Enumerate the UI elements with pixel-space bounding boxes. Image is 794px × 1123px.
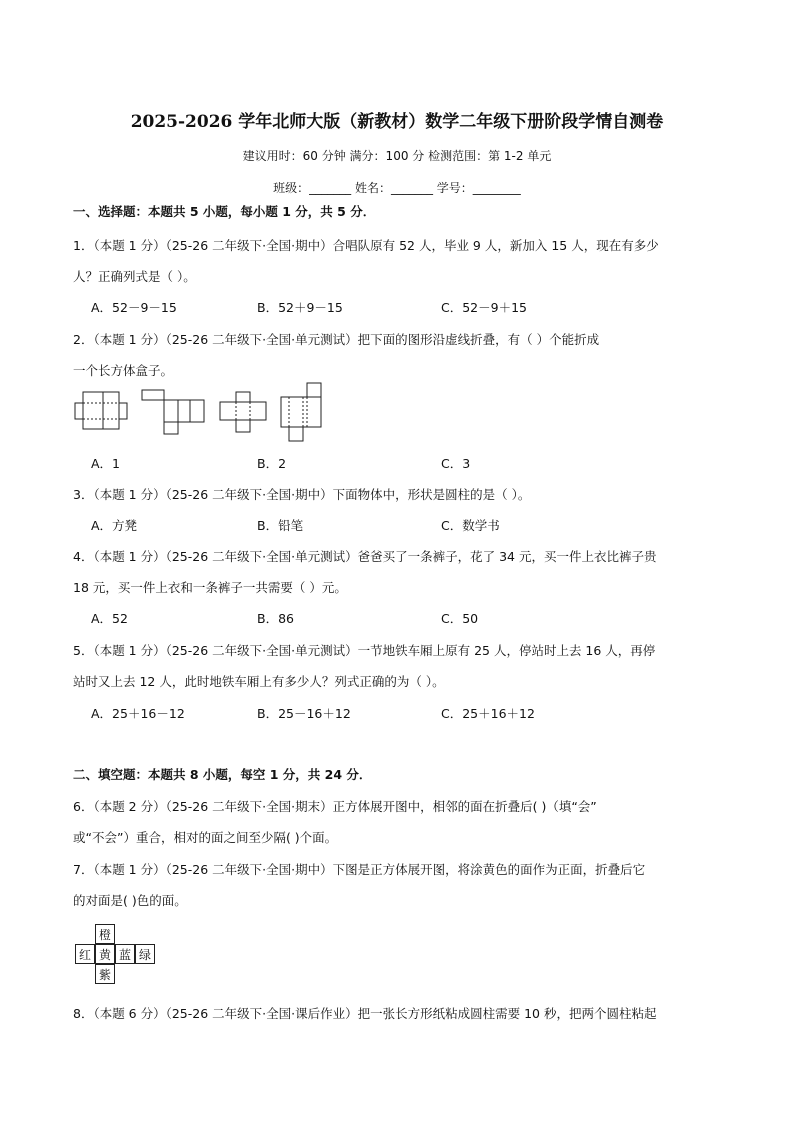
student-info: 班级：_______ 姓名：_______ 学号：________	[273, 181, 521, 195]
question-3-option-a: A．方凳	[91, 518, 138, 533]
question-5-option-c: C．25＋16＋12	[441, 706, 535, 721]
question-2-option-a: A．1	[91, 456, 121, 471]
exam-subtitle: 建议用时：60 分钟 满分：100 分 检测范围：第 1-2 单元	[242, 149, 552, 163]
box-net-figure-4	[281, 383, 325, 443]
question-3-line-1: 3．（本题 1 分）（25-26 二年级下·全国·期中）下面物体中，形状是圆柱的是（ ）。	[73, 487, 531, 502]
section-heading-choice: 一、选择题：本题共 5 小题，每小题 1 分，共 5 分．	[73, 204, 376, 219]
question-1-line-1: 1．（本题 1 分）（25-26 二年级下·全国·期中）合唱队原有 52 人，毕业 9 人，新加入 15 人，现在有多少	[73, 238, 659, 253]
question-5-option-b: B．25－16＋12	[257, 706, 351, 721]
question-1-option-a: A．52－9－15	[91, 300, 177, 315]
question-8-line-1: 8．（本题 6 分）（25-26 二年级下·全国·课后作业）把一张长方形纸粘成圆柱需要 10 秒，把两个圆柱粘起	[73, 1006, 657, 1021]
question-4-line-2: 18 元，买一件上衣和一条裤子一共需要（ ）元。	[73, 580, 347, 595]
question-5-line-2: 站时又上去 12 人，此时地铁车厢上有多少人？列式正确的为（ ）。	[73, 674, 445, 689]
question-1-option-b: B．52＋9－15	[257, 300, 343, 315]
question-4-option-b: B．86	[257, 611, 294, 626]
question-7-line-2: 的对面是( )色的面。	[73, 893, 187, 908]
section-heading-fill: 二、填空题：本题共 8 小题，每空 1 分，共 24 分．	[73, 767, 372, 782]
net-cell-bottom: 紫	[95, 964, 115, 984]
page-title: 2025-2026 学年北师大版（新教材）数学二年级下册阶段学情自测卷	[130, 112, 664, 132]
net-cell-right-2: 绿	[135, 944, 155, 964]
question-6-line-1: 6．（本题 2 分）（25-26 二年级下·全国·期末）正方体展开图中，相邻的面在折叠后( )（填“会”	[73, 799, 597, 814]
question-6-line-2: 或“不会”）重合，相对的面之间至少隔( )个面。	[73, 830, 338, 845]
question-2-line-1: 2．（本题 1 分）（25-26 二年级下·全国·单元测试）把下面的图形沿虚线折叠，有（ ）个能折成	[73, 332, 600, 347]
box-net-figure-3	[220, 392, 268, 436]
box-net-figure-1	[75, 392, 129, 430]
question-4-line-1: 4．（本题 1 分）（25-26 二年级下·全国·单元测试）爸爸买了一条裤子，花了 34 元，买一件上衣比裤子贵	[73, 549, 657, 564]
net-cell-center: 黄	[95, 944, 115, 964]
question-4-option-c: C．50	[441, 611, 479, 626]
question-1-option-c: C．52－9＋15	[441, 300, 527, 315]
question-2-option-c: C．3	[441, 456, 471, 471]
question-7-line-1: 7．（本题 1 分）（25-26 二年级下·全国·期中）下图是正方体展开图，将涂黄色的面作为正面，折叠后它	[73, 862, 646, 877]
question-5-option-a: A．25＋16－12	[91, 706, 185, 721]
cube-net-color-diagram	[75, 924, 157, 984]
net-cell-left: 红	[75, 944, 95, 964]
question-4-option-a: A．52	[91, 611, 128, 626]
question-3-option-c: C．数学书	[441, 518, 500, 533]
question-5-line-1: 5．（本题 1 分）（25-26 二年级下·全国·单元测试）一节地铁车厢上原有 25 人，停站时上去 16 人，再停	[73, 643, 656, 658]
net-cell-right-1: 蓝	[115, 944, 135, 964]
box-net-figure-2	[142, 390, 208, 436]
question-2-line-2: 一个长方体盒子。	[73, 363, 174, 378]
question-1-line-2: 人？正确列式是（ ）。	[73, 269, 196, 284]
net-cell-top: 橙	[95, 924, 115, 944]
question-3-option-b: B．铅笔	[257, 518, 304, 533]
question-2-option-b: B．2	[257, 456, 287, 471]
